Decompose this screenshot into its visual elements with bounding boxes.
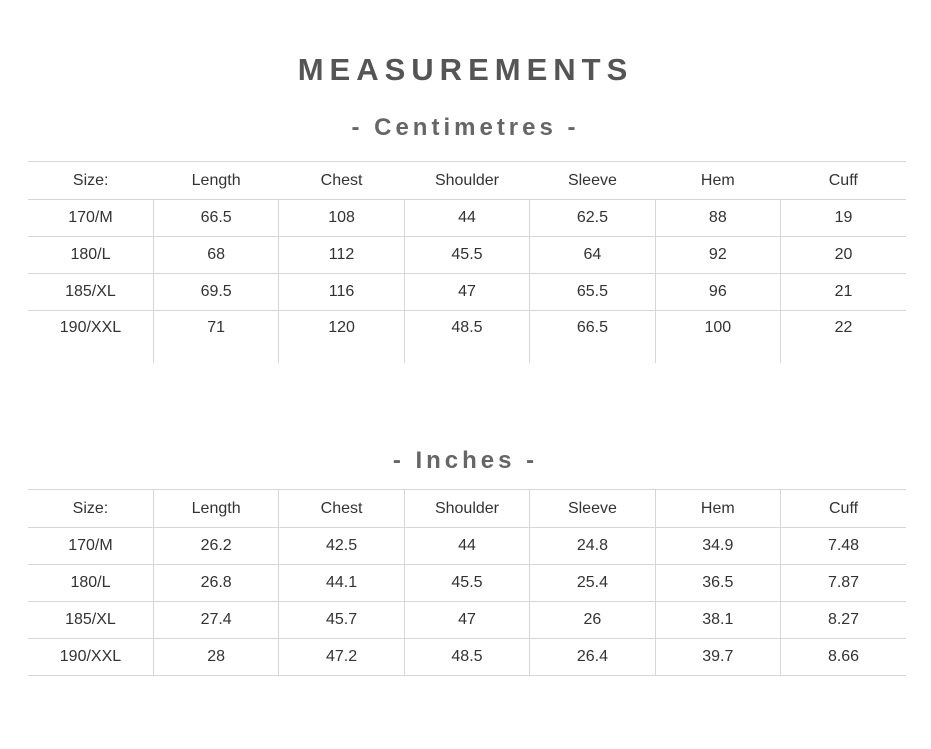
table-row — [28, 565, 906, 602]
size-cell: 180/L — [28, 565, 153, 602]
length-cell: 26.2 — [153, 528, 278, 565]
shoulder-cell: 44 — [404, 528, 529, 565]
table-row — [28, 528, 906, 565]
sleeve-cell: 26.4 — [530, 639, 655, 676]
shoulder-cell: 48.5 — [404, 311, 529, 364]
column-header-length: Length — [153, 490, 278, 528]
length-cell: 66.5 — [153, 200, 278, 237]
column-header-size: Size: — [28, 162, 153, 200]
centimetres-heading: - Centimetres - — [351, 114, 580, 141]
length-cell: 71 — [153, 311, 278, 364]
table-row — [28, 274, 906, 311]
column-header-shoulder: Shoulder — [404, 490, 529, 528]
size-cell: 170/M — [28, 200, 153, 237]
length-cell: 27.4 — [153, 602, 278, 639]
hem-cell: 34.9 — [655, 528, 780, 565]
inches-table — [28, 489, 906, 676]
sleeve-cell: 62.5 — [530, 200, 655, 237]
hem-cell: 88 — [655, 200, 780, 237]
column-header-length: Length — [153, 162, 278, 200]
chest-cell: 44.1 — [279, 565, 404, 602]
sleeve-cell: 26 — [530, 602, 655, 639]
cuff-cell: 19 — [781, 200, 906, 237]
length-cell: 69.5 — [153, 274, 278, 311]
chest-cell: 47.2 — [279, 639, 404, 676]
hem-cell: 36.5 — [655, 565, 780, 602]
size-cell: 190/XXL — [59, 319, 122, 336]
sleeve-cell: 65.5 — [530, 274, 655, 311]
sleeve-cell: 66.5 — [530, 311, 655, 364]
chest-cell: 120 — [279, 311, 404, 364]
chest-cell: 45.7 — [279, 602, 404, 639]
table-header-row — [28, 490, 906, 528]
hem-cell: 39.7 — [655, 639, 780, 676]
chest-cell: 116 — [279, 274, 404, 311]
shoulder-cell: 45.5 — [404, 237, 529, 274]
chest-cell: 108 — [279, 200, 404, 237]
cuff-cell: 8.66 — [781, 639, 906, 676]
hem-cell: 92 — [655, 237, 780, 274]
column-header-size: Size: — [28, 490, 153, 528]
length-cell: 68 — [153, 237, 278, 274]
hem-cell: 96 — [655, 274, 780, 311]
size-cell: 190/XXL — [28, 639, 153, 676]
shoulder-cell: 44 — [404, 200, 529, 237]
shoulder-cell: 48.5 — [404, 639, 529, 676]
column-header-sleeve: Sleeve — [530, 490, 655, 528]
length-cell: 28 — [153, 639, 278, 676]
cuff-cell: 20 — [781, 237, 906, 274]
size-cell: 185/XL — [28, 274, 153, 311]
cuff-cell: 7.87 — [781, 565, 906, 602]
shoulder-cell: 47 — [404, 602, 529, 639]
chest-cell: 42.5 — [279, 528, 404, 565]
inches-heading: - Inches - — [392, 447, 539, 474]
chest-cell: 112 — [279, 237, 404, 274]
centimetres-table — [28, 161, 906, 363]
size-cell: 180/L — [28, 237, 153, 274]
column-header-cuff: Cuff — [781, 162, 906, 200]
table-row — [28, 602, 906, 639]
column-header-chest: Chest — [279, 490, 404, 528]
column-header-cuff: Cuff — [781, 490, 906, 528]
table-row — [28, 311, 906, 364]
shoulder-cell: 45.5 — [404, 565, 529, 602]
table-row — [28, 237, 906, 274]
cuff-cell: 21 — [781, 274, 906, 311]
column-header-sleeve: Sleeve — [530, 162, 655, 200]
column-header-hem: Hem — [655, 490, 780, 528]
hem-cell: 38.1 — [655, 602, 780, 639]
sleeve-cell: 24.8 — [530, 528, 655, 565]
size-cell: 185/XL — [28, 602, 153, 639]
length-cell: 26.8 — [153, 565, 278, 602]
table-row — [28, 200, 906, 237]
table-header-row — [28, 162, 906, 200]
column-header-chest: Chest — [279, 162, 404, 200]
sleeve-cell: 25.4 — [530, 565, 655, 602]
sleeve-cell: 64 — [530, 237, 655, 274]
size-cell: 170/M — [28, 528, 153, 565]
cuff-cell: 22 — [781, 311, 906, 364]
column-header-hem: Hem — [655, 162, 780, 200]
cuff-cell: 8.27 — [781, 602, 906, 639]
cuff-cell: 7.48 — [781, 528, 906, 565]
hem-cell: 100 — [655, 311, 780, 364]
shoulder-cell: 47 — [404, 274, 529, 311]
page-title: MEASUREMENTS — [297, 52, 634, 87]
column-header-shoulder: Shoulder — [404, 162, 529, 200]
table-row — [28, 639, 906, 676]
